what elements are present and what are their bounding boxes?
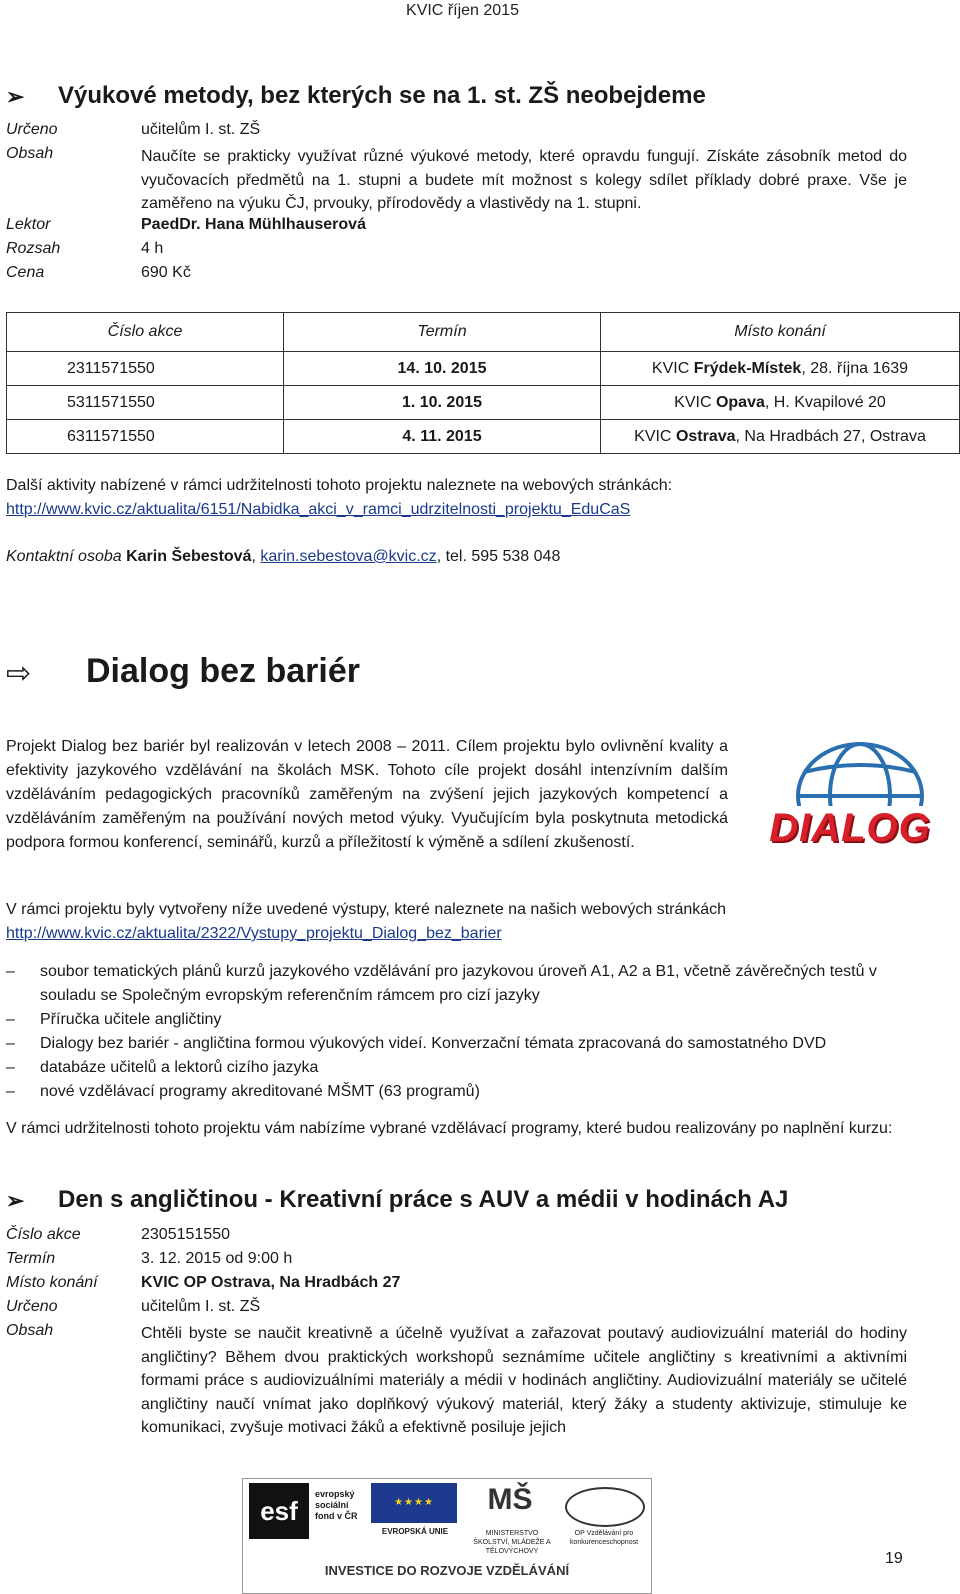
th-misto-konani: Místo konání: [601, 313, 960, 352]
page-number: 19: [885, 1550, 903, 1567]
list-item: [6, 960, 926, 1008]
more-activities-link[interactable]: http://www.kvic.cz/aktualita/6151/Nabidka_akci_v_ramci_udrzitelnosti_projektu_EduCaS: [6, 501, 631, 518]
value-cislo-akce: 2305151550: [141, 1226, 230, 1243]
msmt-logo-text: MINISTERSTVO ŠKOLSTVÍ, MLÁDEŽE A TĚLOVÝCHOVY: [473, 1530, 551, 1555]
label-obsah: Obsah: [6, 145, 54, 162]
page-header: KVIC říjen 2015: [406, 2, 519, 19]
cell-id: 6311571550: [7, 420, 284, 454]
dash-icon: –: [6, 1083, 15, 1100]
dialog-title: Dialog bez bariér: [86, 652, 360, 690]
place-prefix: KVIC: [634, 427, 676, 445]
contact-separator: ,: [251, 548, 261, 565]
th-cislo-akce: Číslo akce: [7, 313, 284, 352]
contact-email-link[interactable]: karin.sebestova@kvic.cz: [260, 548, 437, 565]
label-obsah-2: Obsah: [6, 1322, 54, 1339]
dash-icon: –: [6, 1035, 15, 1052]
table-row: [7, 420, 960, 454]
th-termin: Termín: [284, 313, 601, 352]
label-lektor: Lektor: [6, 216, 51, 233]
value-lektor: PaedDr. Hana Mühlhauserová: [141, 216, 366, 233]
place-city: Opava: [715, 393, 765, 411]
outline-arrow-icon: ⇨: [6, 657, 32, 690]
cell-place: [601, 420, 960, 454]
label-urceno-2: Určeno: [6, 1298, 58, 1315]
list-item-text: Dialogy bez bariér - angličtina formou výukových videí. Konverzační témata zpracovaná do samostatného DVD: [40, 1035, 827, 1052]
list-item: [6, 1080, 926, 1104]
place-prefix: KVIC: [651, 359, 694, 377]
footer-logos: [242, 1478, 652, 1594]
value-rozsah: 4 h: [141, 240, 164, 257]
contact-tel: , tel. 595 538 048: [436, 548, 561, 565]
op-logo-text: OP Vzdělávání pro konkurenceschopnost: [569, 1530, 639, 1546]
cell-id: 5311571550: [7, 386, 284, 420]
cell-date: 4. 11. 2015: [284, 420, 601, 454]
place-city: Frýdek-Místek: [693, 359, 802, 377]
cell-place: [601, 386, 960, 420]
dash-icon: –: [6, 1011, 15, 1028]
value-obsah: Naučíte se prakticky využívat různé výukové metody, které opravdu fungují. Získáte zásobník metod do vyučovacích předmětů na 1. stupni a budete mít možnost s kolegy sdílet příklady dobré praxe. Vše je zaměřeno na výuku ČJ, prvouky, přírodovědy a vlastivědy na 1. stupni.: [141, 148, 907, 212]
value-cena: 690 Kč: [141, 264, 191, 281]
place-prefix: KVIC: [674, 393, 716, 411]
contact-line: [6, 548, 560, 566]
label-termin: Termín: [6, 1250, 56, 1267]
esf-logo-text: evropský sociální fond v ČR: [315, 1489, 358, 1521]
course2-title: Den s angličtinou - Kreativní práce s AUV a médii v hodinách AJ: [58, 1186, 789, 1213]
eu-flag-icon: ★★★★: [371, 1483, 457, 1523]
value-urceno-2: učitelům I. st. ZŠ: [141, 1298, 261, 1315]
arrow-bullet-icon: ➢: [6, 1188, 25, 1213]
list-item-text: databáze učitelů a lektorů cizího jazyka: [40, 1059, 319, 1076]
contact-name: Karin Šebestová: [126, 548, 252, 565]
outputs-intro: V rámci projektu byly vytvořeny níže uvedené výstupy, které naleznete na našich webových stránkách: [6, 901, 727, 918]
dialog-logo: [760, 738, 940, 866]
outputs-link[interactable]: http://www.kvic.cz/aktualita/2322/Vystupy_projektu_Dialog_bez_barier: [6, 925, 502, 942]
list-item-text: nové vzdělávací programy akreditované MŠMT (63 programů): [40, 1083, 480, 1100]
place-address: , 28. října 1639: [801, 359, 909, 377]
arrow-bullet-icon: ➢: [6, 84, 25, 109]
label-rozsah: Rozsah: [6, 240, 61, 257]
op-logo-icon: [565, 1487, 645, 1527]
table-row: [7, 386, 960, 420]
cell-place: [601, 352, 960, 386]
cell-id: 2311571550: [7, 352, 284, 386]
list-item-text: Příručka učitele angličtiny: [40, 1011, 222, 1028]
table-header-row: [7, 313, 960, 352]
esf-logo-icon: esf: [249, 1483, 309, 1539]
label-urceno: Určeno: [6, 121, 58, 138]
place-address: , H. Kvapilové 20: [764, 393, 886, 411]
place-address: , Na Hradbách 27, Ostrava: [735, 427, 926, 445]
dash-icon: –: [6, 1059, 15, 1076]
value-obsah-2: Chtěli byste se naučit kreativně a účelně využívat a zařazovat poutavý audiovizuální materiál do hodiny angličtiny? Během dvou praktických workshopů seznámíme učitele angličtiny s kreativními a aktivními formami práce s audiovizuálními materiály a médii v hodinách angličtiny. Audiovizuální materiály se učitelé angličtiny naučí vnímat jako doplňkový výukový materiál, který žáky a studenty aktivizuje, stimuluje ke komunikaci, zvyšuje motivaci žáků a efektivně posiluje jejich: [141, 1325, 907, 1437]
dialog-intro: Projekt Dialog bez bariér byl realizován v letech 2008 – 2011. Cílem projektu bylo ovlivnění kvality a efektivity jazykového vzdělávání na školách MSK. Tohoto cíle projekt dosáhl intenzívním dalším vzděláváním pedagogických pracovníků zaměřeným na zvýšení jejich jazykových kompetencí a vzděláváním zaměřeným na používání nových metod výuky. Vyučujícím byla poskytnuta metodická podpora formou konferencí, seminářů, kurzů a příležitostí k výměně a sdílení zkušeností.: [6, 738, 728, 851]
cell-date: 14. 10. 2015: [284, 352, 601, 386]
sustainability-text: V rámci udržitelnosti tohoto projektu vám nabízíme vybrané vzdělávací programy, které budou realizovány po naplnění kurzu:: [6, 1120, 893, 1137]
value-misto-konani: KVIC OP Ostrava, Na Hradbách 27: [141, 1274, 401, 1291]
label-cislo-akce: Číslo akce: [6, 1226, 81, 1243]
outputs-list: [6, 960, 926, 1104]
eu-logo-text: EVROPSKÁ UNIE: [381, 1527, 449, 1536]
value-urceno: učitelům I. st. ZŠ: [141, 121, 261, 138]
dialog-logo-text: DIALOG: [769, 806, 931, 850]
msmt-logo-icon: MŠ: [487, 1483, 533, 1516]
dash-icon: –: [6, 963, 15, 980]
list-item: [6, 1008, 926, 1032]
list-item: [6, 1032, 926, 1056]
more-activities-text: Další aktivity nabízené v rámci udržitelnosti tohoto projektu naleznete na webových stránkách:: [6, 477, 673, 494]
list-item-text: soubor tematických plánů kurzů jazykového vzdělávání pro jazykovou úroveň A1, A2 a B1, včetně závěrečných testů v souladu se Společným evropským referenčním rámcem pro cizí jazyky: [40, 963, 877, 1004]
label-misto-konani: Místo konání: [6, 1274, 98, 1291]
cell-date: 1. 10. 2015: [284, 386, 601, 420]
label-cena: Cena: [6, 264, 45, 281]
footer-banner: INVESTICE DO ROZVOJE VZDĚLÁVÁNÍ: [324, 1563, 570, 1578]
value-termin: 3. 12. 2015 od 9:00 h: [141, 1250, 293, 1267]
table-row: [7, 352, 960, 386]
list-item: [6, 1056, 926, 1080]
contact-label: Kontaktní osoba: [6, 548, 122, 565]
course-title: Výukové metody, bez kterých se na 1. st. ZŠ neobejdeme: [58, 82, 706, 109]
place-city: Ostrava: [675, 427, 736, 445]
schedule-table: [6, 312, 960, 454]
